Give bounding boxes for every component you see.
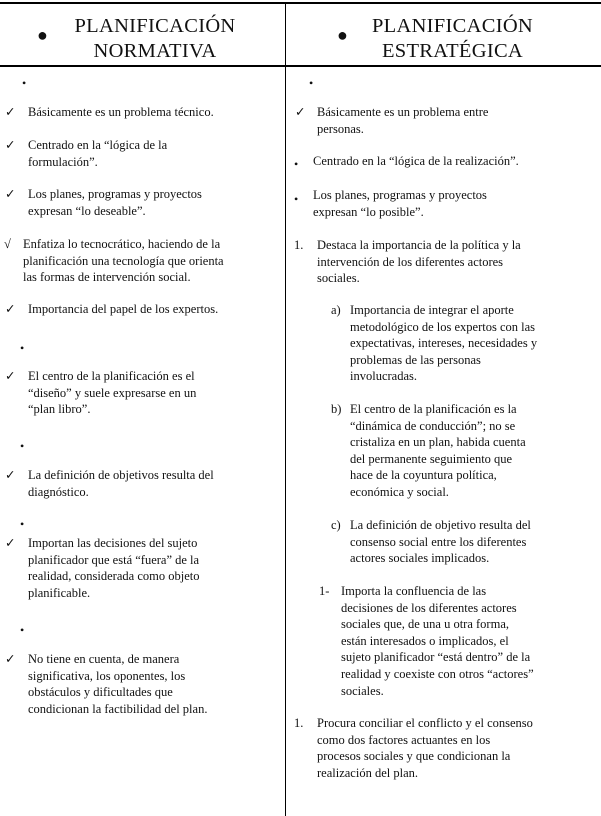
text-line: Importancia del papel de los expertos. (28, 302, 219, 316)
header-line: ESTRATÉGICA (381, 40, 524, 62)
text-line: actores sociales implicados. (350, 551, 490, 566)
check-icon: ✓ (5, 652, 16, 666)
text-line: Importancia de integrar el aporte (350, 303, 514, 317)
bullet-icon: • (309, 76, 314, 90)
check-icon: ✓ (5, 105, 16, 119)
text-line: Básicamente es un problema entre (317, 105, 489, 119)
text-line: sociales. (317, 271, 360, 286)
column-divider (285, 4, 286, 816)
text-line: planificador que está “fuera” de la (28, 552, 200, 567)
check-icon: ✓ (5, 369, 16, 383)
check-icon: ✓ (295, 105, 306, 119)
bullet-icon: ● (337, 25, 348, 45)
list-item (350, 302, 595, 385)
text-line: realización del plan. (317, 765, 418, 780)
text-line: sujeto planificador “está dentro” de la (341, 650, 531, 665)
text-line: condicionan la factibilidad del plan. (28, 701, 208, 716)
text-line: Procura conciliar el conflicto y el consenso (317, 716, 533, 730)
list-item (350, 401, 595, 501)
text-line: están interesados o implicados, el (341, 633, 509, 648)
list-marker: a) (331, 303, 341, 317)
header-line: NORMATIVA (93, 40, 217, 62)
text-line: “dinámica de conducción”; no se (350, 418, 516, 433)
text-line: consenso social entre los diferentes (350, 534, 527, 549)
header-line: PLANIFICACIÓN (74, 15, 236, 37)
header-normativa (55, 14, 255, 64)
top-rule (0, 2, 601, 4)
text-line: No tiene en cuenta, de manera (28, 652, 180, 666)
text-line: Enfatiza lo tecnocrático, haciendo de la (23, 237, 221, 251)
list-item (317, 715, 592, 781)
text-line: expectativas, intereses, necesidades y (350, 336, 538, 351)
bullet-icon: • (20, 439, 25, 453)
text-line: metodológico de los expertos con las (350, 319, 536, 334)
text-line: involucradas. (350, 369, 417, 384)
text-line: Centrado en la “lógica de la (28, 138, 168, 152)
list-item (28, 301, 278, 318)
bullet-icon: • (20, 623, 25, 637)
list-marker: 1- (319, 584, 330, 598)
list-item (317, 104, 587, 137)
text-line: Importa la confluencia de las (341, 584, 487, 598)
text-line: decisiones de los diferentes actores (341, 600, 517, 615)
text-line: diagnóstico. (28, 484, 89, 499)
text-line: obstáculos y dificultades que (28, 685, 173, 700)
text-line: problemas de las personas (350, 352, 481, 367)
list-marker: c) (331, 518, 341, 532)
bullet-icon: ● (37, 25, 48, 45)
text-line: personas. (317, 121, 364, 136)
header-estrategica (345, 14, 560, 64)
text-line: sociales que, de una u otra forma, (341, 617, 509, 632)
text-line: económica y social. (350, 484, 449, 499)
text-line: significativa, los oponentes, los (28, 668, 186, 683)
text-line: planificable. (28, 585, 91, 600)
text-line: Importan las decisiones del sujeto (28, 536, 198, 550)
text-line: planificación una tecnología que orienta (23, 253, 224, 268)
header-line: PLANIFICACIÓN (371, 15, 534, 37)
text-line: las formas de intervención social. (23, 270, 191, 285)
bullet-icon: • (294, 192, 299, 206)
list-item (28, 651, 278, 717)
text-line: expresan “lo deseable”. (28, 203, 146, 218)
text-line: formulación”. (28, 154, 98, 169)
text-line: “plan libro”. (28, 402, 91, 417)
check-icon: ✓ (5, 187, 16, 201)
list-item (313, 153, 593, 170)
text-line: cristaliza en un plan, habida cuenta (350, 435, 526, 450)
text-line: La definición de objetivos resulta del (28, 468, 214, 482)
list-item (341, 583, 596, 699)
text-line: Básicamente es un problema técnico. (28, 105, 214, 119)
list-item (28, 535, 278, 601)
check-icon: ✓ (5, 468, 16, 482)
text-line: El centro de la planificación es el (28, 369, 195, 383)
list-marker: 1. (294, 238, 304, 252)
text-line: del permanente seguimiento que (350, 451, 513, 466)
check-icon: ✓ (5, 138, 16, 152)
text-line: La definición de objetivo resulta del (350, 518, 531, 532)
text-line: Los planes, programas y proyectos (28, 187, 202, 201)
list-item (28, 137, 278, 170)
list-marker: b) (331, 402, 342, 416)
text-line: hace de la coyuntura política, (350, 468, 497, 483)
list-item (23, 236, 281, 286)
list-item (28, 186, 278, 219)
list-marker: 1. (294, 716, 304, 730)
list-item (350, 517, 595, 567)
text-line: realidad y coexiste con otros “actores” (341, 666, 534, 681)
text-line: El centro de la planificación es la (350, 402, 517, 416)
bullet-icon: • (20, 517, 25, 531)
text-line: sociales. (341, 683, 384, 698)
text-line: Destaca la importancia de la política y la (317, 238, 521, 252)
bullet-icon: • (294, 157, 299, 171)
text-line: expresan “lo posible”. (313, 204, 424, 219)
text-line: como dos factores actuantes en los (317, 732, 491, 747)
list-item (313, 187, 593, 220)
bullet-icon: • (20, 341, 25, 355)
text-line: Los planes, programas y proyectos (313, 188, 487, 202)
text-line: procesos sociales y que condicionan la (317, 749, 511, 764)
list-item (28, 368, 278, 418)
list-item (28, 104, 278, 121)
header-rule (0, 65, 601, 67)
bullet-icon: • (22, 76, 27, 90)
check-icon: √ (4, 237, 11, 251)
text-line: intervención de los diferentes actores (317, 254, 504, 269)
text-line: Centrado en la “lógica de la realización”. (313, 154, 519, 168)
text-line: realidad, considerada como objeto (28, 569, 200, 584)
check-icon: ✓ (5, 536, 16, 550)
list-item (317, 237, 592, 287)
list-item (28, 467, 278, 500)
text-line: “diseño” y suele expresarse en un (28, 385, 197, 400)
check-icon: ✓ (5, 302, 16, 316)
